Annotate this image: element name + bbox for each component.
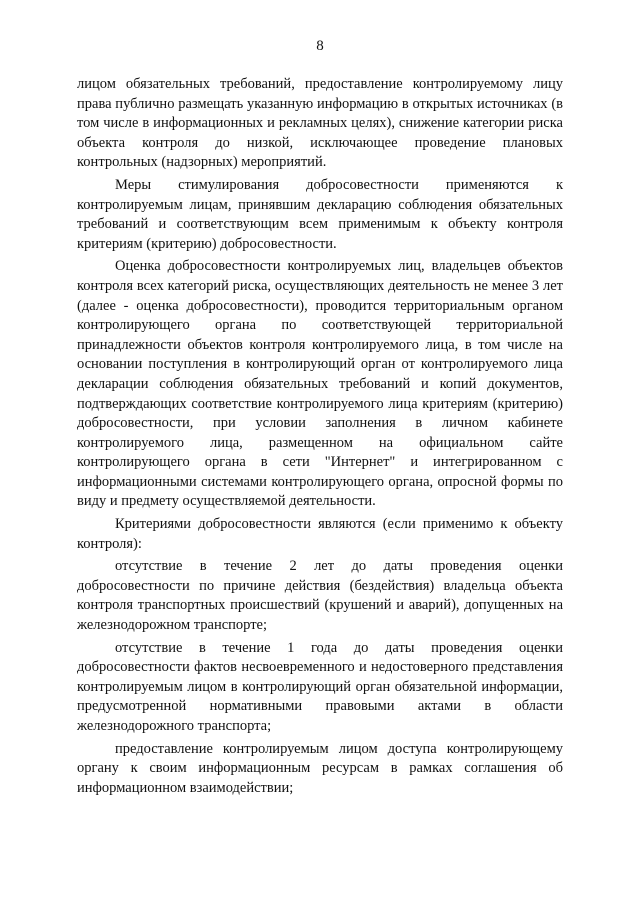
criterion-timely-information: отсутствие в течение 1 года до даты проведения оценки добросовестности фактов несвоевременного и недостоверного представления контролируемым лицом в контролирующий орган обязательной информации, предусмотренной нормативными правовыми актами в области железнодорожного транспорта;	[77, 639, 563, 734]
page-number: 8	[316, 38, 324, 54]
paragraph-incentive-measures: Меры стимулирования добросовестности применяются к контролируемым лицам, принявшим декларацию соблюдения обязательных требований и соответствующим всем применимым к объекту контроля критериям (критерию) добросовестности.	[77, 176, 563, 252]
paragraph-criteria-intro: Критериями добросовестности являются (если применимо к объекту контроля):	[77, 516, 563, 552]
paragraph-integrity-assessment: Оценка добросовестности контролируемых лиц, владельцев объектов контроля всех категорий риска, осуществляющих деятельность не менее 3 лет (далее - оценка добросовестности), проводится территориальным органом контролирующего органа по соответствующей территориальной принадлежности объектов контроля контролируемого лица, в том числе на основании поступления в контролирующий орган от контролируемого лица декларации соблюдения обязательных требований и копий документов, подтверждающих соответствие контролируемого лица критериям (критерию) добросовестности, при условии заполнения в личном кабинете контролируемого лица, размещенном на официальном сайте контролирующего органа в сети "Интернет" и интегрированном с информационными системами контролирующего органа, опросной формы по виду и предмету осуществляемой деятельности.	[77, 258, 563, 510]
criterion-no-accidents: отсутствие в течение 2 лет до даты проведения оценки добросовестности по причине действия (бездействия) владельца объекта контроля транспортных происшествий (крушений и аварий), допущенных на железнодорожном транспорте;	[77, 558, 563, 634]
paragraph-continuation: лицом обязательных требований, предоставление контролируемому лицу права публично размещать указанную информацию в открытых источниках (в том числе в информационных и рекламных целях), снижение категории риска объекта контроля до низкой, исключающее проведение плановых контрольных (надзорных) мероприятий.	[77, 76, 563, 171]
document-body	[77, 75, 563, 798]
criterion-information-access: предоставление контролируемым лицом доступа контролирующему органу к своим информационным ресурсам в рамках соглашения об информационном взаимодействии;	[77, 740, 563, 796]
